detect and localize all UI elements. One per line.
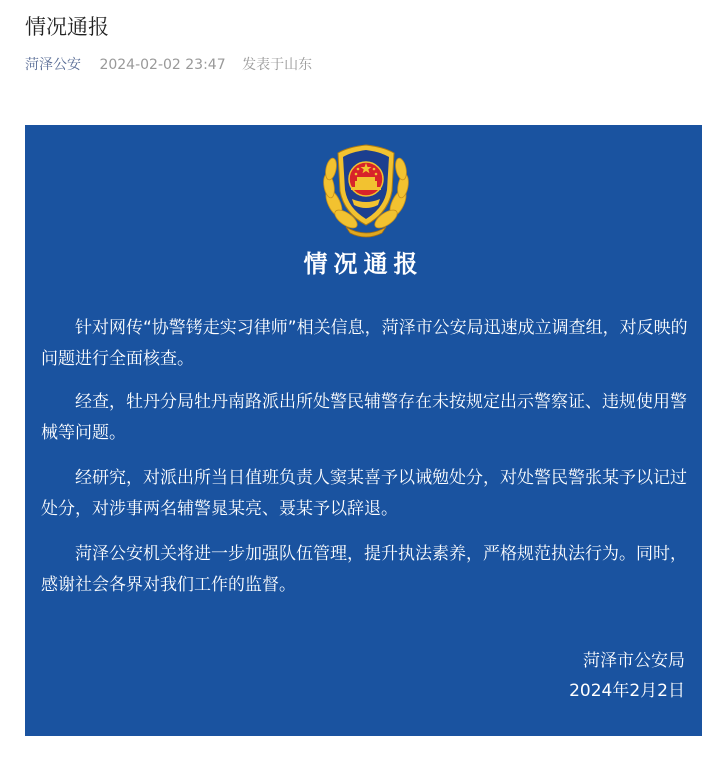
author-link[interactable]: 菏泽公安 [25,57,81,73]
notice-paragraph: 经研究，对派出所当日值班负责人窦某喜予以诫勉处分，对处警民警张某予以记过处分，对涉事两名辅警晁某亮、聂某予以辞退。 [41,468,687,519]
signature-date: 2024年2月2日 [569,681,685,701]
notice-image [25,125,702,736]
notice-paragraph: 菏泽公安机关将进一步加强队伍管理，提升执法素养，严格规范执法行为。同时，感谢社会各界对我们工作的监督。 [41,544,687,595]
publish-time: 2024-02-02 23:47 [99,57,226,73]
police-emblem-icon [318,141,414,241]
article-meta [25,55,312,75]
article-title: 情况通报 [25,15,109,39]
signature-organization: 菏泽市公安局 [583,651,685,671]
notice-heading: 情况通报 [303,250,424,278]
notice-paragraph: 经查，牡丹分局牡丹南路派出所处警民辅警存在未按规定出示警察证、违规使用警械等问题。 [41,392,687,443]
publish-location: 发表于山东 [242,57,313,73]
notice-paragraph: 针对网传“协警铐走实习律师”相关信息，菏泽市公安局迅速成立调查组，对反映的问题进行全面核查。 [41,318,688,369]
